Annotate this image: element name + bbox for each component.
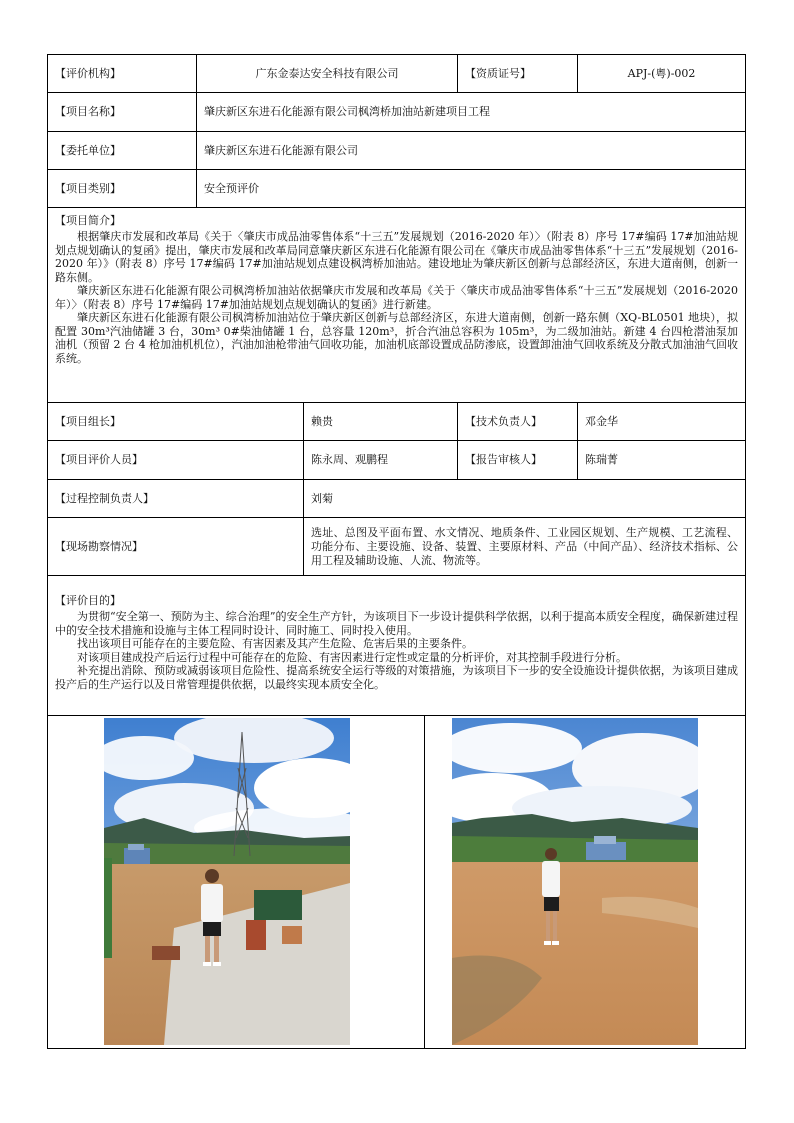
evaluators-label: 【项目评价人员】 <box>48 441 304 480</box>
project-name-value: 肇庆新区东进石化能源有限公司枫湾桥加油站新建项目工程 <box>197 93 746 132</box>
tech-lead-label: 【技术负责人】 <box>458 403 578 441</box>
client-value: 肇庆新区东进石化能源有限公司 <box>197 132 746 170</box>
process-control-value: 刘菊 <box>304 480 746 518</box>
project-name-label: 【项目名称】 <box>48 93 197 132</box>
intro-paragraph: 肇庆新区东进石化能源有限公司枫湾桥加油站依据肇庆市发展和改革局《关于〈肇庆市成品油零售体系“十三五”发展规划（2016-2020 年）〉（附表 8）序号 17#编码 17#加油站规划点规划确认的复函》进行新建。 <box>55 284 739 311</box>
cert-value: APJ-(粤)-002 <box>578 55 746 93</box>
reviewer-value: 陈瑞菁 <box>578 441 746 480</box>
project-type-label: 【项目类别】 <box>48 170 197 208</box>
site-photo-left <box>104 718 350 1045</box>
tech-lead-value: 邓金华 <box>578 403 746 441</box>
site-survey-label: 【现场勘察情况】 <box>48 518 304 576</box>
purpose-paragraph: 对该项目建成投产后运行过程中可能存在的危险、有害因素进行定性或定量的分析评价，对其控制手段进行分析。 <box>77 650 627 664</box>
evaluation-purpose-section <box>48 576 746 716</box>
leader-value: 赖贵 <box>304 403 458 441</box>
org-value: 广东金泰达安全科技有限公司 <box>197 55 458 93</box>
site-photo-open-field-image <box>452 718 698 1045</box>
site-photo-with-tower-image <box>104 718 350 1045</box>
cert-label: 【资质证号】 <box>458 55 578 93</box>
leader-label: 【项目组长】 <box>48 403 304 441</box>
intro-paragraph: 根据肇庆市发展和改革局《关于〈肇庆市成品油零售体系“十三五”发展规划（2016-2020 年）〉（附表 8）序号 17#编码 17#加油站规划点规划确认的复函》提出，肇庆市发展和改革局同意肇庆新区东进石化能源有限公司在《肇庆市成品油零售体系“十三五”发展规划（2016-2020 年）》（附表 8）序号 17#编码 17#加油站规划点建设枫湾桥加油站。建设地址为肇庆新区创新与总部经济区，东进大道南侧，创新一路东侧。 <box>55 230 739 284</box>
purpose-paragraph: 找出该项目可能存在的主要危险、有害因素及其产生危险、危害后果的主要条件。 <box>77 637 473 650</box>
evaluators-value: 陈永周、观鹏程 <box>304 441 458 480</box>
site-survey-value: 选址、总图及平面布置、水文情况、地质条件、工业园区规划、生产规模、工艺流程、功能分布、主要设施、设备、装置、主要原材料、产品（中间产品）、经济技术指标、公用工程及辅助设施、人流、物流等。 <box>304 518 746 576</box>
project-intro-section <box>48 208 746 403</box>
purpose-paragraph: 补充提出消除、预防或减弱该项目危险性、提高系统安全运行等级的对策措施，为该项目下一步的安全设施设计提供依据，为该项目建成投产后的生产运行以及日常管理提供依据，以最终实现本质安全化。 <box>55 664 739 691</box>
client-label: 【委托单位】 <box>48 132 197 170</box>
evaluation-purpose-title: 【评价目的】 <box>55 594 121 607</box>
site-photo-right <box>452 718 698 1045</box>
org-label: 【评价机构】 <box>48 55 197 93</box>
intro-paragraph: 肇庆新区东进石化能源有限公司枫湾桥加油站位于肇庆新区创新与总部经济区，东进大道南侧，创新一路东侧（XQ-BL0501 地块），拟配置 30m³汽油储罐 3 台，30m³ 0#柴油储罐 1 台，总容量 120m³，折合汽油总容积为 105m³，为二级加油站。新建 4 台四枪潜油泵加油机（预留 2 台 4 枪加油机机位），汽油加油枪带油气回收功能，加油机底部设置成品防渗底，设置卸油油气回收系统及分散式加油油气回收系统。 <box>55 311 739 365</box>
project-intro-title: 【项目简介】 <box>55 214 121 227</box>
purpose-paragraph: 为贯彻“安全第一、预防为主、综合治理”的安全生产方针，为该项目下一步设计提供科学依据，以利于提高本质安全程度，确保新建过程中的安全技术措施和设施与主体工程同时设计、同时施工、同时投入使用。 <box>55 610 739 637</box>
project-type-value: 安全预评价 <box>197 170 746 208</box>
reviewer-label: 【报告审核人】 <box>458 441 578 480</box>
process-control-label: 【过程控制负责人】 <box>48 480 304 518</box>
